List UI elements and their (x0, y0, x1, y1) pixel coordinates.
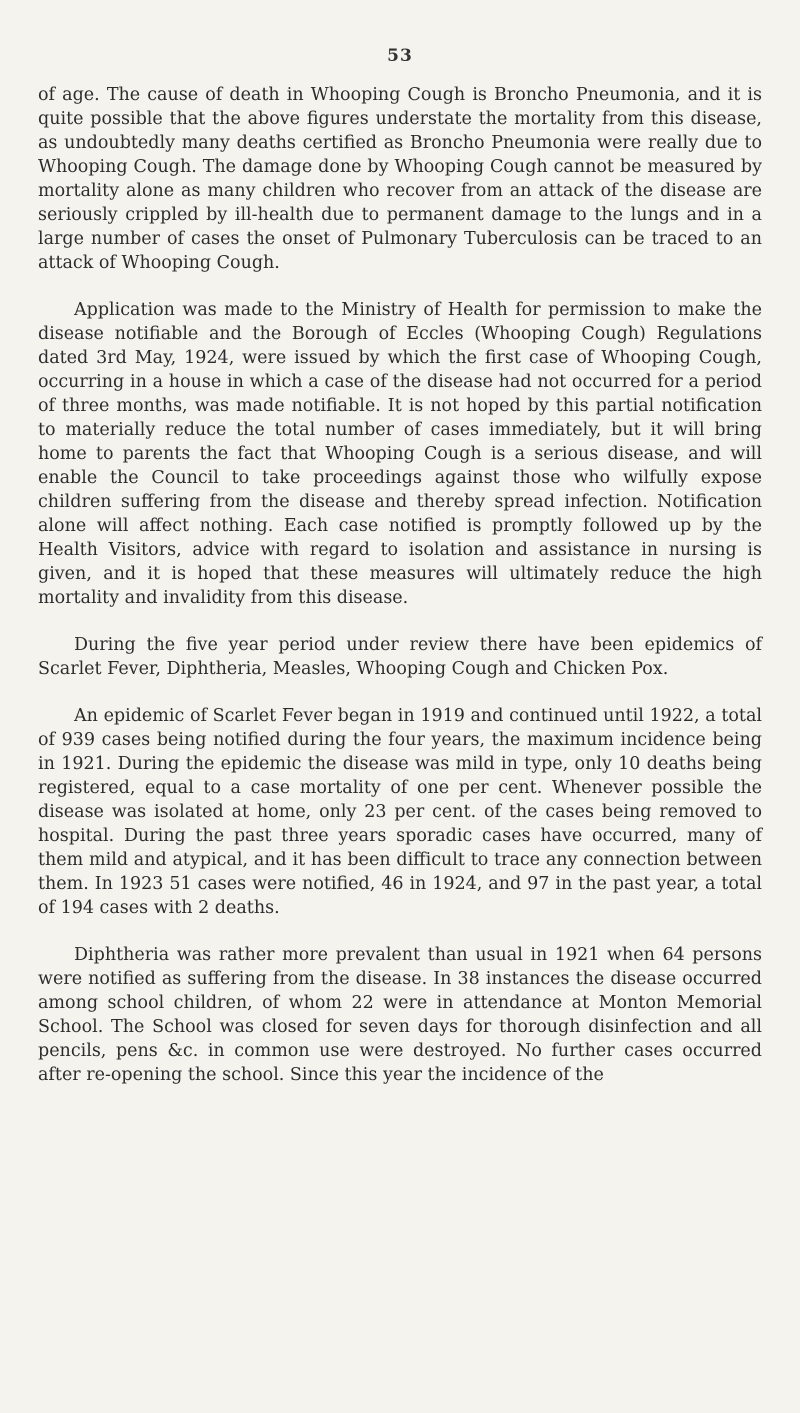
paragraph-diphtheria: Diphtheria was rather more prevalent than usual in 1921 when 64 persons were notified as suffering from the disease. In 38 instances the disease occurred among school children, of whom 22 were in attendance at Monton Memorial School. The School was closed for seven days for thorough disinfection and all pencils, pens &c. in common use were destroyed. No further cases occurred after re-opening the school. Since this year the incidence of the (38, 945, 762, 1085)
body-text (38, 83, 762, 1110)
paragraph-scarlet-fever: An epidemic of Scarlet Fever began in 1919 and continued until 1922, a total of 939 cases being notified during the four years, the maximum incidence being in 1921. During the epidemic the disease was mild in type, only 10 deaths being registered, equal to a case mortality of one per cent. Whenever possible the disease was isolated at home, only 23 per cent. of the cases being removed to hospital. During the past three years sporadic cases have occurred, many of them mild and atypical, and it has been difficult to trace any connection between them. In 1923 51 cases were notified, 46 in 1924, and 97 in the past year, a total of 194 cases with 2 deaths. (38, 706, 762, 918)
paragraph-whooping-cough-mortality: of age. The cause of death in Whooping Cough is Broncho Pneumonia, and it is quite possible that the above figures understate the mortality from this disease, as undoubtedly many deaths certified as Broncho Pneumonia were really due to Whooping Cough. The damage done by Whooping Cough cannot be measured by mortality alone as many children who recover from an attack of the disease are seriously crippled by ill-health due to permanent damage to the lungs and in a large number of cases the onset of Pulmonary Tuberculosis can be traced to an attack of Whooping Cough. (38, 85, 762, 273)
paragraph-notification-regulations: Application was made to the Ministry of Health for permission to make the disease notifiable and the Borough of Eccles (Whooping Cough) Regulations dated 3rd May, 1924, were issued by which the first case of Whooping Cough, occurring in a house in which a case of the disease had not occurred for a period of three months, was made notifiable. It is not hoped by this partial notification to materially reduce the total number of cases immediately, but it will bring home to parents the fact that Whooping Cough is a serious disease, and will enable the Council to take proceedings against those who wilfully expose children suffering from the disease and thereby spread infection. Notification alone will affect nothing. Each case notified is promptly followed up by the Health Visitors, advice with regard to isolation and assistance in nursing is given, and it is hoped that these measures will ultimately reduce the high mortality and invalidity from this disease. (38, 300, 762, 608)
paragraph-epidemics-overview: During the five year period under review there have been epidemics of Scarlet Fever, Diphtheria, Measles, Whooping Cough and Chicken Pox. (38, 635, 762, 679)
page-number: 53 (387, 46, 413, 66)
